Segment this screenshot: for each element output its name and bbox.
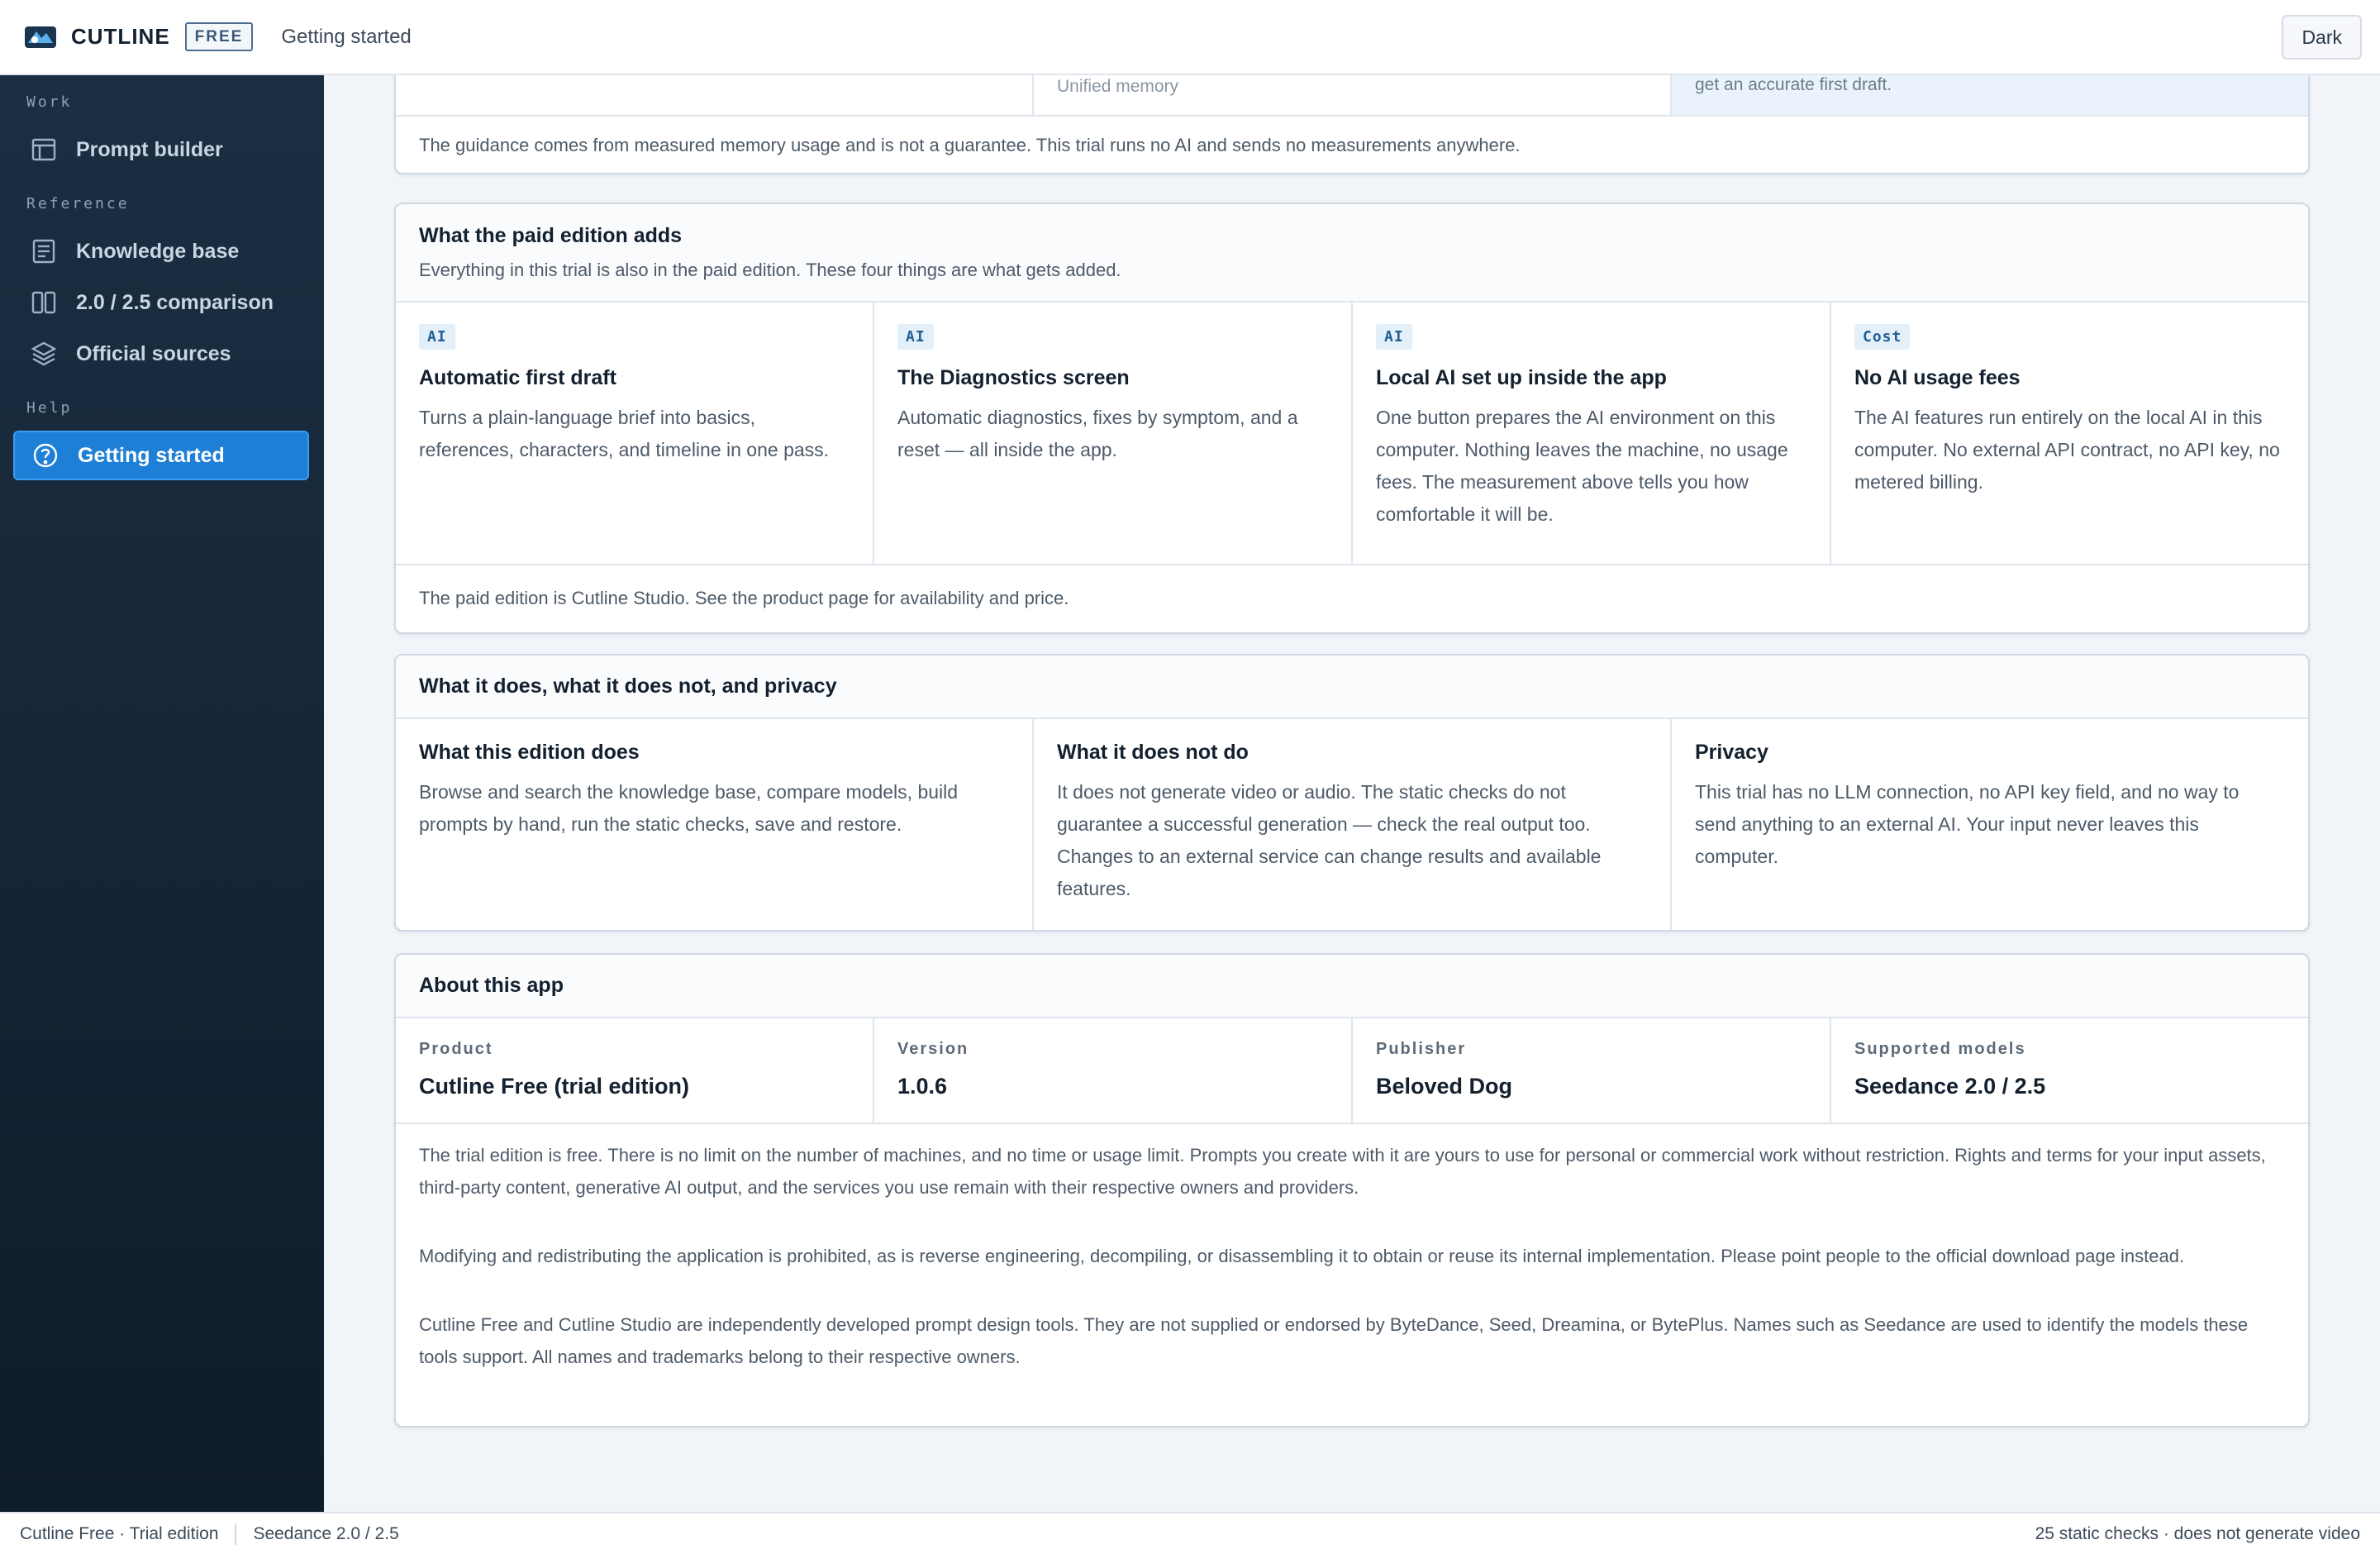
- capability-cell: [1034, 719, 1672, 930]
- card-header: [396, 655, 2308, 719]
- feature-tag: AI: [419, 324, 455, 350]
- sidebar: [0, 75, 324, 1512]
- card-title: What the paid edition adds: [419, 224, 683, 247]
- capabilities-row: [396, 719, 2308, 930]
- capability-text: It does not generate video or audio. The static checks do not guarantee a successful generation — check the real output too. Changes to an external service can change results and available features.: [1057, 781, 1602, 899]
- feature-tag: AI: [1376, 324, 1412, 350]
- sidebar-item-label: Getting started: [78, 443, 225, 467]
- page-title: Getting started: [281, 25, 412, 48]
- feature-cell: [1831, 303, 2308, 564]
- sidebar-item-label: 2.0 / 2.5 comparison: [76, 290, 274, 314]
- meta-value: 1.0.6: [897, 1074, 948, 1099]
- sidebar-item-knowledge-base[interactable]: [13, 226, 309, 276]
- card-subtitle: Everything in this trial is also in the paid edition. These four things are what gets added.: [419, 260, 1121, 280]
- feature-cell: [874, 303, 1353, 564]
- meta-cell-version: [874, 1018, 1353, 1123]
- card-header: [396, 204, 2308, 303]
- legal-paragraph: Cutline Free and Cutline Studio are independently developed prompt design tools. They are not supplied or endorsed by ByteDance, Seed, Dreamina, or BytePlus. Names such as Seedance are used to identify the models these tools support. All names and trademarks belong to their respective owners.: [419, 1314, 2249, 1367]
- memory-guidance-card: [394, 75, 2310, 174]
- paid-edition-card: [394, 203, 2310, 634]
- capability-title: What this edition does: [419, 741, 640, 764]
- theme-toggle-button[interactable]: Dark: [2282, 15, 2362, 60]
- memory-note: The guidance comes from measured memory usage and is not a guarantee. This trial runs no AI and sends no measurements anywhere.: [419, 135, 1521, 155]
- capability-title: Privacy: [1695, 741, 1768, 764]
- capability-text: Browse and search the knowledge base, compare models, build prompts by hand, run the static checks, save and restore.: [419, 781, 959, 835]
- layers-icon: [30, 340, 58, 368]
- card-header: [396, 955, 2308, 1018]
- feature-text: The AI features run entirely on the local AI in this computer. No external API contract, no API key, no metered billing.: [1854, 407, 2280, 493]
- feature-title: No AI usage fees: [1854, 366, 2021, 389]
- memory-cell: [1034, 75, 1672, 115]
- paid-edition-note: The paid edition is Cutline Studio. See the product page for availability and price.: [419, 587, 1069, 608]
- sidebar-item-comparison[interactable]: [13, 278, 309, 327]
- status-edition: Cutline Free · Trial edition: [20, 1523, 219, 1543]
- feature-cell: [1353, 303, 1831, 564]
- edition-badge: FREE: [185, 22, 254, 51]
- sidebar-item-getting-started[interactable]: [13, 431, 309, 480]
- features-row: [396, 303, 2308, 565]
- meta-value: Cutline Free (trial edition): [419, 1074, 690, 1099]
- capability-cell: [396, 719, 1034, 930]
- feature-cell: [396, 303, 874, 564]
- help-circle-icon: [31, 441, 60, 470]
- memory-cell-highlight: [1672, 75, 2308, 115]
- meta-label: Version: [897, 1040, 969, 1058]
- feature-text: Automatic diagnostics, fixes by symptom, and a reset — all inside the app.: [897, 407, 1298, 460]
- capability-cell: [1672, 719, 2308, 930]
- main-content[interactable]: [324, 75, 2380, 1512]
- meta-value: Seedance 2.0 / 2.5: [1854, 1074, 2046, 1099]
- sidebar-item-official-sources[interactable]: [13, 329, 309, 379]
- memory-cell: [396, 75, 1034, 115]
- feature-title: Automatic first draft: [419, 366, 616, 389]
- capabilities-privacy-card: [394, 654, 2310, 932]
- legal-text: [396, 1124, 2308, 1373]
- sidebar-item-prompt-builder[interactable]: [13, 125, 309, 174]
- feature-title: Local AI set up inside the app: [1376, 366, 1667, 389]
- brand-name: CUTLINE: [71, 24, 170, 49]
- cutline-logo-icon: [25, 25, 56, 50]
- feature-tag: Cost: [1854, 324, 1910, 350]
- document-icon: [30, 237, 58, 265]
- card-title: About this app: [419, 974, 564, 997]
- legal-paragraph: Modifying and redistributing the application is prohibited, as is reverse engineering, decompiling, or disassembling it to obtain or reuse its internal implementation. Please point people to the official download page instead.: [419, 1246, 2185, 1266]
- capability-title: What it does not do: [1057, 741, 1249, 764]
- feature-text: One button prepares the AI environment on this computer. Nothing leaves the machine, no usage fees. The measurement above tells you how comfortable it will be.: [1376, 407, 1788, 525]
- columns-icon: [30, 288, 58, 317]
- capability-text: This trial has no LLM connection, no API key field, and no way to send anything to an external AI. Your input never leaves this computer.: [1695, 781, 2240, 867]
- feature-title: The Diagnostics screen: [897, 366, 1130, 389]
- meta-label: Supported models: [1854, 1040, 2026, 1058]
- app-meta-row: [396, 1018, 2308, 1124]
- feature-text: Turns a plain-language brief into basics, references, characters, and timeline in one pass.: [419, 407, 830, 460]
- meta-cell-supported-models: [1831, 1018, 2308, 1123]
- meta-value: Beloved Dog: [1376, 1074, 1513, 1099]
- sidebar-item-label: Knowledge base: [76, 239, 240, 263]
- sidebar-section-work: Work: [26, 93, 73, 111]
- status-checks: 25 static checks · does not generate video: [2035, 1523, 2360, 1543]
- status-models: Seedance 2.0 / 2.5: [253, 1523, 399, 1543]
- top-bar: [0, 0, 2380, 75]
- sidebar-item-label: Official sources: [76, 341, 231, 365]
- card-title: What it does, what it does not, and privacy: [419, 675, 837, 698]
- meta-label: Product: [419, 1040, 493, 1058]
- memory-table-row: [396, 75, 2308, 117]
- memory-partial-text: get an accurate first draft.: [1695, 75, 1892, 94]
- meta-label: Publisher: [1376, 1040, 1467, 1058]
- meta-cell-product: [396, 1018, 874, 1123]
- about-app-card: [394, 953, 2310, 1428]
- feature-tag: AI: [897, 324, 934, 350]
- unified-memory-label: Unified memory: [1057, 77, 1179, 96]
- status-bar: [0, 1512, 2380, 1554]
- sidebar-item-label: Prompt builder: [76, 137, 223, 161]
- layout-icon: [30, 136, 58, 164]
- legal-paragraph: The trial edition is free. There is no limit on the number of machines, and no time or usage limit. Prompts you create with it are yours to use for personal or commercial work without restriction. Rights and terms for your input assets, third-party content, generative AI output, and the services you use remain with their respective owners and providers.: [419, 1145, 2266, 1198]
- sidebar-section-help: Help: [26, 399, 73, 417]
- sidebar-section-reference: Reference: [26, 195, 130, 212]
- meta-cell-publisher: [1353, 1018, 1831, 1123]
- status-divider: [235, 1523, 236, 1545]
